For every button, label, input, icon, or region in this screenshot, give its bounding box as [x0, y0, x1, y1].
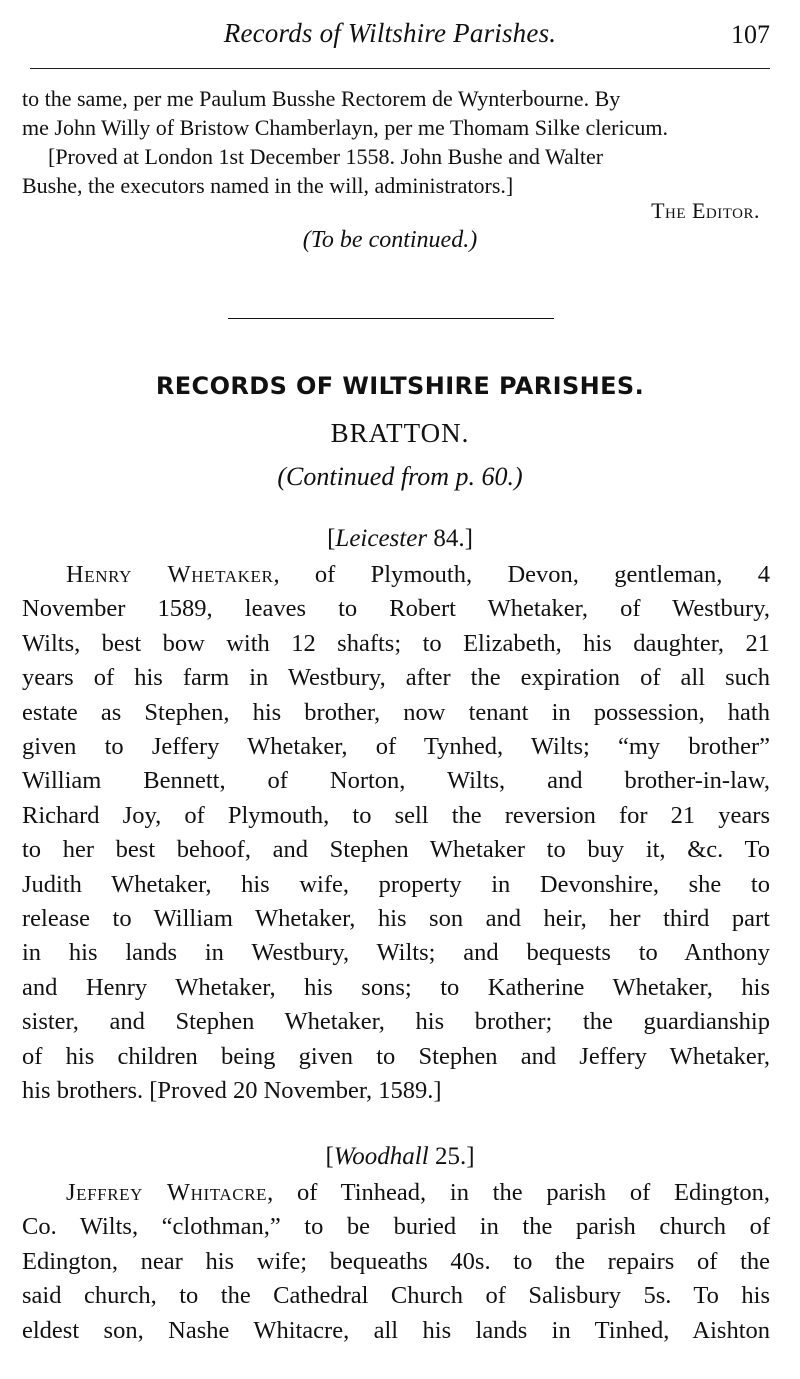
abstract-line: in his lands in Westbury, Wilts; and bequests to Anthony — [22, 939, 770, 967]
abstract-line: Judith Whetaker, his wife, property in Devonshire, she to — [22, 870, 770, 898]
abstract-line: given to Jeffery Whetaker, of Tynhed, Wilts; “my brother” — [22, 733, 770, 761]
will-reference — [0, 1143, 800, 1171]
abstract-line: November 1589, leaves to Robert Whetaker, of Westbury, — [22, 595, 770, 623]
abstract-line: sister, and Stephen Whetaker, his brother; the guardianship — [22, 1008, 770, 1036]
will-abstract — [22, 1176, 770, 1348]
running-head — [0, 18, 800, 58]
running-title: Records of Wiltshire Parishes. — [223, 18, 557, 48]
probate-note-line: [Proved at London 1st December 1558. John Bushe and Walter — [48, 144, 604, 169]
section-divider — [228, 318, 554, 319]
abstract-line: William Bennett, of Norton, Wilts, and brother-in-law, — [22, 767, 770, 795]
will-reference — [0, 525, 800, 553]
abstract-line: release to William Whetaker, his son and heir, her third part — [22, 905, 770, 933]
testator-name: Jeffrey Whitacre — [66, 1179, 268, 1206]
abstract-line: his brothers. [Proved 20 November, 1589.] — [22, 1077, 442, 1105]
to-be-continued-note: (To be continued.) — [302, 227, 478, 253]
previous-article-end — [22, 84, 770, 200]
abstract-line: said church, to the Cathedral Church of Salisbury 5s. To his — [22, 1282, 770, 1310]
ref-register-name: Woodhall — [333, 1143, 429, 1170]
editor-signature: The Editor. — [651, 198, 760, 223]
line-text: , of Plymouth, Devon, gentleman, 4 — [273, 561, 770, 588]
testator-name: Henry Whetaker — [66, 561, 274, 588]
line-text: , of Tinhead, in the parish of Edington, — [267, 1179, 770, 1206]
abstract-line: and Henry Whetaker, his sons; to Katherine Whetaker, his — [22, 973, 770, 1001]
probate-note-line: Bushe, the executors named in the will, administrators.] — [22, 173, 514, 198]
abstract-line: Edington, near his wife; bequeaths 40s. to the repairs of the — [22, 1247, 770, 1275]
ref-folio: 25.] — [428, 1143, 475, 1170]
abstract-line: Richard Joy, of Plymouth, to sell the reversion for 21 years — [22, 801, 770, 829]
header-rule — [30, 68, 770, 69]
ref-bracket: [ — [327, 525, 336, 552]
abstract-line: Wilts, best bow with 12 shafts; to Elizabeth, his daughter, 21 — [22, 629, 770, 657]
page-number: 107 — [731, 20, 770, 49]
ref-bracket: [ — [325, 1143, 334, 1170]
ref-folio: 84.] — [427, 525, 473, 552]
article-subtitle: BRATTON. — [330, 418, 470, 448]
abstract-line: eldest son, Nashe Whitacre, all his lands in Tinhed, Aishton — [22, 1316, 770, 1344]
abstract-line — [22, 558, 770, 592]
continued-from-note: (Continued from p. 60.) — [277, 462, 523, 491]
abstract-line — [22, 1176, 770, 1210]
abstract-line: estate as Stephen, his brother, now tenant in possession, hath — [22, 698, 770, 726]
previous-text-line: to the same, per me Paulum Busshe Rectorem de Wynterbourne. By — [22, 86, 621, 111]
abstract-line: years of his farm in Westbury, after the expiration of all such — [22, 664, 770, 692]
will-abstract — [22, 558, 770, 1109]
abstract-line: to her best behoof, and Stephen Whetaker to buy it, &c. To — [22, 836, 770, 864]
abstract-line: of his children being given to Stephen and Jeffery Whetaker, — [22, 1042, 770, 1070]
article-title: RECORDS OF WILTSHIRE PARISHES. — [155, 372, 645, 400]
previous-text-line: me John Willy of Bristow Chamberlayn, per me Thomam Silke clericum. — [22, 115, 668, 140]
abstract-line: Co. Wilts, “clothman,” to be buried in the parish church of — [22, 1213, 770, 1241]
ref-register-name: Leicester — [335, 525, 428, 552]
